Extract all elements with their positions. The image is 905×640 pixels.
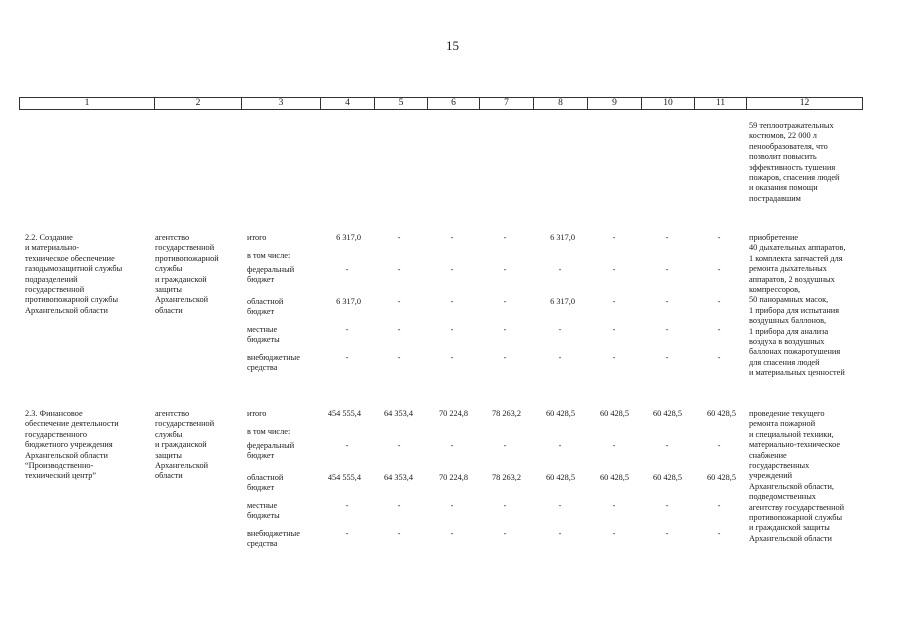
amount-cell: - bbox=[665, 529, 669, 538]
amount-cell: 70 224,8 bbox=[438, 473, 468, 482]
amount-cell: 60 428,5 bbox=[599, 473, 629, 482]
amount-cell: - bbox=[717, 265, 721, 274]
measure-name: 2.3. Финансовое обеспечение деятельности государственного бюджетного учреждения Архангельской области “Производственно- технический центр” bbox=[25, 409, 119, 481]
amount-cell: - bbox=[665, 353, 669, 362]
funding-source-label: в том числе: bbox=[247, 251, 291, 260]
column-header-6: 6 bbox=[428, 98, 480, 110]
amount-cell: - bbox=[397, 441, 401, 450]
amount-cell: - bbox=[558, 441, 562, 450]
amount-cell: - bbox=[345, 325, 349, 334]
amount-cell: - bbox=[397, 353, 401, 362]
amount-cell: 60 428,5 bbox=[706, 473, 736, 482]
amount-cell: - bbox=[665, 441, 669, 450]
amount-cell: - bbox=[558, 353, 562, 362]
amount-cell: - bbox=[503, 297, 507, 306]
amount-cell: - bbox=[717, 297, 721, 306]
amount-cell: - bbox=[503, 353, 507, 362]
funding-source-label: итого bbox=[247, 233, 267, 242]
amount-cell: - bbox=[450, 233, 454, 242]
funding-source-label: местные бюджеты bbox=[247, 325, 280, 345]
amount-cell: - bbox=[345, 353, 349, 362]
result-continuation: 59 теплоотражательных костюмов, 22 000 л пенообразователя, что позволит повысить эффективность тушения пожаров, спасения людей и оказания помощи пострадавшим bbox=[749, 121, 840, 203]
funding-source-label: федеральный бюджет bbox=[247, 265, 295, 285]
amount-cell: - bbox=[345, 501, 349, 510]
amount-cell: - bbox=[450, 353, 454, 362]
amount-cell: 64 353,4 bbox=[383, 473, 413, 482]
column-header-4: 4 bbox=[321, 98, 375, 110]
amount-cell: 454 555,4 bbox=[327, 473, 361, 482]
funding-source-label: внебюджетные средства bbox=[247, 529, 300, 549]
amount-cell: - bbox=[558, 501, 562, 510]
amount-cell: - bbox=[503, 233, 507, 242]
amount-cell: - bbox=[612, 233, 616, 242]
amount-cell: - bbox=[397, 501, 401, 510]
amount-cell: - bbox=[558, 529, 562, 538]
amount-cell: - bbox=[503, 265, 507, 274]
page-number: 15 bbox=[446, 38, 459, 53]
amount-cell: - bbox=[665, 233, 669, 242]
amount-cell: - bbox=[397, 265, 401, 274]
funding-source-label: в том числе: bbox=[247, 427, 291, 436]
funding-source-label: федеральный бюджет bbox=[247, 441, 295, 461]
amount-cell: - bbox=[612, 297, 616, 306]
amount-cell: 454 555,4 bbox=[327, 409, 361, 418]
amount-cell: - bbox=[665, 265, 669, 274]
amount-cell: - bbox=[345, 529, 349, 538]
amount-cell: - bbox=[503, 501, 507, 510]
amount-cell: - bbox=[612, 353, 616, 362]
amount-cell: 64 353,4 bbox=[383, 409, 413, 418]
funding-source-label: областной бюджет bbox=[247, 297, 284, 317]
amount-cell: - bbox=[397, 233, 401, 242]
amount-cell: - bbox=[450, 529, 454, 538]
amount-cell: - bbox=[503, 441, 507, 450]
column-number-header bbox=[19, 97, 863, 110]
amount-cell: 6 317,0 bbox=[550, 233, 575, 242]
amount-cell: - bbox=[612, 325, 616, 334]
amount-cell: - bbox=[503, 325, 507, 334]
executor: агентство государственной противопожарной службы и гражданской защиты Архангельской области bbox=[155, 233, 219, 315]
expected-result: приобретение 40 дыхательных аппаратов, 1 комплекта запчастей для ремонта дыхательных аппаратов, 2 воздушных компрессоров, 50 панорамных масок, 1 прибора для испытания воздушных баллонов, 1 прибора для анализа воздуха в воздушных баллонах пожаротушения для спасения людей и материальных ценностей bbox=[749, 233, 846, 378]
amount-cell: 78 263,2 bbox=[491, 473, 521, 482]
column-header-8: 8 bbox=[534, 98, 588, 110]
column-header-3: 3 bbox=[242, 98, 321, 110]
amount-cell: - bbox=[558, 265, 562, 274]
expected-result: проведение текущего ремонта пожарной и специальной техники, материально-техническое снабжение государственных учреждений Архангельской области, подведомственных агентству государственной противопожарной службы и гражданской защиты Архангельской области bbox=[749, 409, 845, 543]
amount-cell: - bbox=[717, 233, 721, 242]
amount-cell: - bbox=[612, 265, 616, 274]
column-header-7: 7 bbox=[480, 98, 534, 110]
amount-cell: - bbox=[665, 501, 669, 510]
funding-source-label: местные бюджеты bbox=[247, 501, 280, 521]
amount-cell: 6 317,0 bbox=[550, 297, 575, 306]
funding-source-label: областной бюджет bbox=[247, 473, 284, 493]
column-header-10: 10 bbox=[642, 98, 695, 110]
amount-cell: - bbox=[450, 297, 454, 306]
amount-cell: - bbox=[450, 265, 454, 274]
amount-cell: - bbox=[345, 265, 349, 274]
amount-cell: - bbox=[397, 529, 401, 538]
amount-cell: - bbox=[397, 325, 401, 334]
column-header-12: 12 bbox=[747, 98, 863, 110]
column-header-9: 9 bbox=[588, 98, 642, 110]
amount-cell: 6 317,0 bbox=[336, 233, 361, 242]
amount-cell: - bbox=[450, 441, 454, 450]
amount-cell: - bbox=[558, 325, 562, 334]
amount-cell: - bbox=[717, 325, 721, 334]
amount-cell: - bbox=[717, 353, 721, 362]
amount-cell: - bbox=[503, 529, 507, 538]
amount-cell: - bbox=[717, 441, 721, 450]
amount-cell: - bbox=[450, 501, 454, 510]
amount-cell: 60 428,5 bbox=[652, 409, 682, 418]
funding-source-label: внебюджетные средства bbox=[247, 353, 300, 373]
executor: агентство государственной службы и гражданской защиты Архангельской области bbox=[155, 409, 215, 481]
amount-cell: - bbox=[665, 325, 669, 334]
amount-cell: - bbox=[450, 325, 454, 334]
measure-name: 2.2. Создание и материально- техническое обеспечение газодымозащитной службы подразделений государственной противопожарной службы Архангельской области bbox=[25, 233, 123, 315]
amount-cell: 78 263,2 bbox=[491, 409, 521, 418]
amount-cell: - bbox=[665, 297, 669, 306]
amount-cell: - bbox=[612, 501, 616, 510]
amount-cell: 70 224,8 bbox=[438, 409, 468, 418]
amount-cell: - bbox=[612, 529, 616, 538]
amount-cell: 60 428,5 bbox=[545, 473, 575, 482]
amount-cell: 60 428,5 bbox=[706, 409, 736, 418]
amount-cell: - bbox=[397, 297, 401, 306]
column-header-11: 11 bbox=[695, 98, 747, 110]
amount-cell: - bbox=[717, 529, 721, 538]
amount-cell: - bbox=[345, 441, 349, 450]
amount-cell: - bbox=[612, 441, 616, 450]
amount-cell: - bbox=[717, 501, 721, 510]
column-header-1: 1 bbox=[20, 98, 155, 110]
amount-cell: 6 317,0 bbox=[336, 297, 361, 306]
amount-cell: 60 428,5 bbox=[652, 473, 682, 482]
amount-cell: 60 428,5 bbox=[545, 409, 575, 418]
funding-source-label: итого bbox=[247, 409, 267, 418]
column-header-2: 2 bbox=[155, 98, 242, 110]
column-header-5: 5 bbox=[375, 98, 428, 110]
amount-cell: 60 428,5 bbox=[599, 409, 629, 418]
